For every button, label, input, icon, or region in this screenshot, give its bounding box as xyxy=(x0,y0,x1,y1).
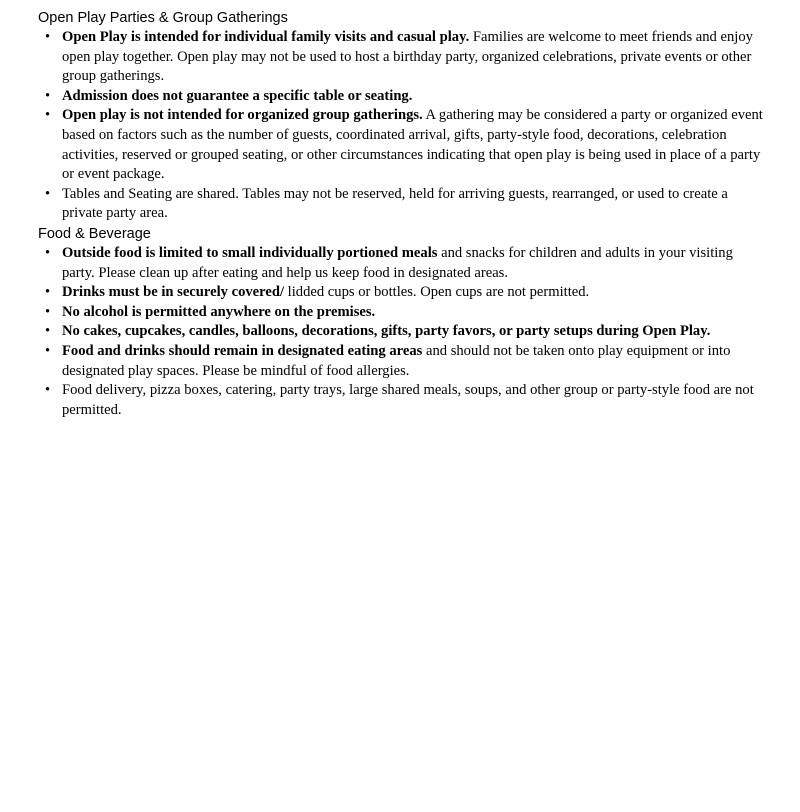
bullet-icon: • xyxy=(45,29,51,45)
list-item: • Drinks must be in securely covered/ lidded cups or bottles. Open cups are not permitted. xyxy=(38,283,764,303)
policy-document xyxy=(38,9,764,421)
bullet-icon: • xyxy=(45,382,51,399)
list-item: • No alcohol is permitted anywhere on the premises. xyxy=(38,303,764,323)
bullet-icon: • xyxy=(45,284,51,301)
bullet-icon: • xyxy=(45,244,51,261)
list-item: • Tables and Seating are shared. Tables may not be reserved, held for arriving guests, rearranged, or used to create a private party area. xyxy=(45,185,728,222)
bullet-icon: • xyxy=(45,87,51,104)
list-item: • No cakes, cupcakes, candles, balloons, decorations, gifts, party favors, or party setups during Open Play. xyxy=(38,322,764,342)
bullet-icon: • xyxy=(45,323,51,340)
bullet-icon: • xyxy=(45,342,51,359)
list-item: • Open Play is intended for individual family visits and casual play. Families are welcome to meet friends and enjoy open play together. Open play may not be used to host a birthday party, organized celebrations, private events or other group gatherings. xyxy=(45,29,753,85)
rules-list-food-beverage xyxy=(38,244,764,420)
list-item: • Admission does not guarantee a specific table or seating. xyxy=(38,87,764,107)
section-heading-food-beverage: Food & Beverage xyxy=(38,225,151,242)
bullet-icon: • xyxy=(45,303,51,320)
bullet-icon: • xyxy=(45,107,51,124)
rules-list-parties xyxy=(38,28,764,224)
list-item: • Outside food is limited to small individually portioned meals and snacks for children and adults in your visiting party. Please clean up after eating and help us keep food in designated areas. xyxy=(45,244,733,281)
list-item: • Food and drinks should remain in designated eating areas and should not be taken onto play equipment or into designated play spaces. Please be mindful of food allergies. xyxy=(45,342,731,379)
section-heading-parties: Open Play Parties & Group Gatherings xyxy=(38,10,288,26)
list-item: • Food delivery, pizza boxes, catering, party trays, large shared meals, soups, and other group or party-style food are not permitted. xyxy=(45,382,754,418)
bullet-icon: • xyxy=(45,185,51,202)
list-item: • Open play is not intended for organized group gatherings. A gathering may be considered a party or organized event based on factors such as the number of guests, coordinated arrival, gifts, party-style food, decorations, celebration activities, reserved or grouped seating, or other circumstances indicating that open play is being used in place of a party or event package. xyxy=(45,107,763,183)
